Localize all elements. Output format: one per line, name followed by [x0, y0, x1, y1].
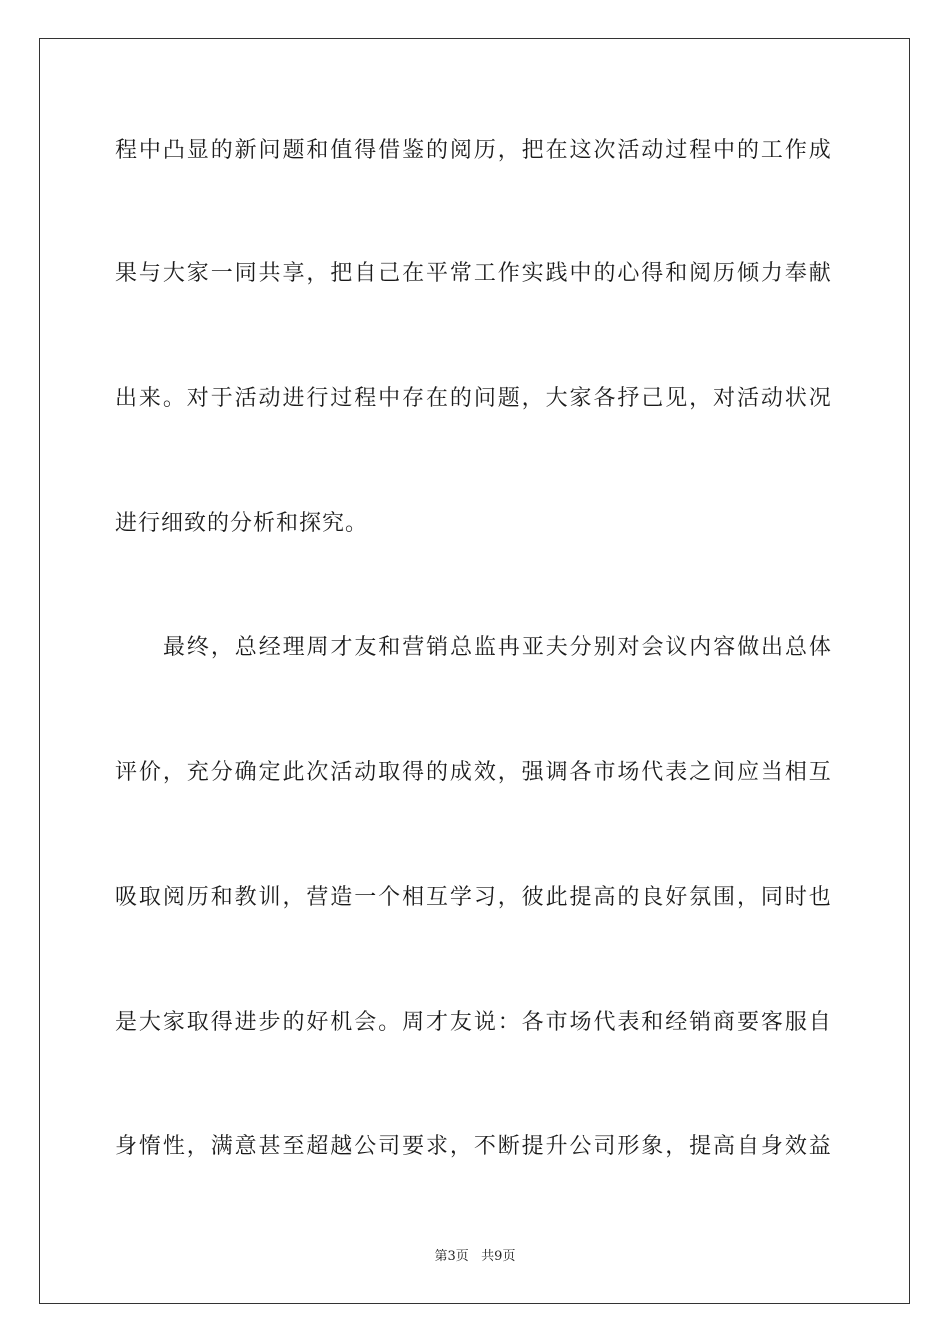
glyph: 价 [138, 760, 161, 785]
glyph: ， [162, 760, 185, 785]
glyph: 问 [473, 386, 496, 411]
glyph: 这 [569, 138, 592, 163]
text-line-4: 进行细致的分析和探究。 [115, 511, 369, 536]
glyph: ， [186, 1134, 209, 1159]
glyph: 此 [282, 760, 305, 785]
glyph: 作 [497, 261, 520, 286]
glyph: 问 [258, 138, 281, 163]
glyph: 次 [593, 138, 616, 163]
glyph: 销 [426, 635, 449, 660]
glyph: 间 [713, 760, 736, 785]
glyph: 时 [784, 885, 807, 910]
glyph: ， [210, 635, 233, 660]
glyph: 过 [330, 386, 353, 411]
glyph: 总 [234, 635, 257, 660]
glyph: 活 [617, 138, 640, 163]
glyph: 学 [449, 885, 472, 910]
glyph: 自 [354, 261, 377, 286]
glyph: 求 [425, 1134, 448, 1159]
glyph: 动 [258, 386, 281, 411]
glyph: 场 [569, 1010, 592, 1035]
text-line-1 [115, 136, 831, 166]
glyph: 动 [354, 760, 377, 785]
glyph: 象 [641, 1134, 664, 1159]
glyph: 中 [138, 138, 161, 163]
glyph: 况 [808, 386, 831, 411]
glyph: 总 [784, 635, 807, 660]
glyph: 营 [306, 885, 329, 910]
glyph: 超 [306, 1134, 329, 1159]
glyph: 一 [210, 261, 233, 286]
glyph: 奉 [784, 261, 807, 286]
glyph: 司 [593, 1134, 616, 1159]
glyph: 取 [186, 1010, 209, 1035]
glyph: 家 [162, 1010, 185, 1035]
glyph: 成 [808, 138, 831, 163]
glyph: 冉 [497, 635, 520, 660]
glyph: 对 [186, 386, 209, 411]
glyph: 进 [234, 1010, 257, 1035]
glyph: 习 [473, 885, 496, 910]
glyph: 互 [808, 760, 831, 785]
glyph: 状 [784, 386, 807, 411]
glyph: 家 [186, 261, 209, 286]
glyph: 身 [760, 1134, 783, 1159]
glyph: 市 [545, 1010, 568, 1035]
glyph: 同 [234, 261, 257, 286]
glyph: 好 [306, 1010, 329, 1035]
glyph: 自 [736, 1134, 759, 1159]
glyph: 代 [593, 1010, 616, 1035]
glyph: 相 [784, 760, 807, 785]
glyph: ， [449, 1134, 472, 1159]
page-footer: 第3页 共9页 [434, 1249, 516, 1264]
text-line-5 [163, 633, 831, 663]
glyph: 形 [617, 1134, 640, 1159]
glyph: 题 [497, 386, 520, 411]
glyph: 公 [569, 1134, 592, 1159]
glyph: 果 [115, 261, 138, 286]
glyph: 彼 [521, 885, 544, 910]
glyph: 要 [736, 1010, 759, 1035]
glyph: 周 [402, 1010, 425, 1035]
glyph: 确 [234, 760, 257, 785]
glyph: 抒 [617, 386, 640, 411]
glyph: 议 [665, 635, 688, 660]
glyph: 值 [330, 138, 353, 163]
glyph: 定 [258, 760, 281, 785]
glyph: 会 [354, 1010, 377, 1035]
glyph: 的 [282, 1010, 305, 1035]
glyph: 升 [545, 1134, 568, 1159]
glyph: 造 [330, 885, 353, 910]
glyph: 大 [138, 1010, 161, 1035]
glyph: 才 [330, 635, 353, 660]
glyph: 。 [378, 1010, 401, 1035]
glyph: 此 [545, 885, 568, 910]
glyph: ， [306, 261, 329, 286]
glyph: 活 [330, 760, 353, 785]
glyph: 体 [808, 635, 831, 660]
glyph: 高 [593, 885, 616, 910]
text-line-6 [115, 758, 831, 788]
glyph: 断 [497, 1134, 520, 1159]
glyph: 最 [163, 635, 186, 660]
glyph: 各 [521, 1010, 544, 1035]
glyph: 历 [713, 261, 736, 286]
glyph: 享 [282, 261, 305, 286]
glyph: 吸 [115, 885, 138, 910]
glyph: ， [689, 386, 712, 411]
glyph: 显 [186, 138, 209, 163]
glyph: 做 [737, 635, 760, 660]
glyph: 中 [569, 261, 592, 286]
glyph: 内 [689, 635, 712, 660]
glyph: 对 [617, 635, 640, 660]
glyph: 题 [282, 138, 305, 163]
glyph: 提 [569, 885, 592, 910]
glyph: 活 [736, 386, 759, 411]
glyph: ， [497, 885, 520, 910]
glyph: 夫 [545, 635, 568, 660]
glyph: 亚 [521, 635, 544, 660]
glyph: 把 [521, 138, 544, 163]
glyph: 经 [665, 1010, 688, 1035]
glyph: 取 [378, 760, 401, 785]
glyph: 惰 [138, 1134, 161, 1159]
glyph: 和 [306, 138, 329, 163]
page-border [39, 38, 910, 1304]
glyph: 程 [689, 138, 712, 163]
glyph: 表 [665, 760, 688, 785]
glyph: ， [521, 386, 544, 411]
glyph: 好 [665, 885, 688, 910]
glyph: 的 [449, 386, 472, 411]
glyph: 教 [234, 885, 257, 910]
glyph: 和 [210, 885, 233, 910]
glyph: 己 [641, 386, 664, 411]
glyph: 一 [354, 885, 377, 910]
glyph: 应 [736, 760, 759, 785]
glyph: 在 [402, 261, 425, 286]
glyph: 机 [330, 1010, 353, 1035]
glyph: 客 [760, 1010, 783, 1035]
glyph: 己 [378, 261, 401, 286]
glyph: 的 [425, 138, 448, 163]
text-line-7 [115, 883, 831, 913]
glyph: 自 [808, 1010, 831, 1035]
glyph: 互 [425, 885, 448, 910]
glyph: 同 [760, 885, 783, 910]
glyph: 献 [808, 261, 831, 286]
text-line-8 [115, 1008, 831, 1038]
glyph: 次 [306, 760, 329, 785]
glyph: 作 [784, 138, 807, 163]
glyph: 高 [713, 1134, 736, 1159]
glyph: 心 [617, 261, 640, 286]
glyph: 凸 [162, 138, 185, 163]
glyph: 历 [473, 138, 496, 163]
glyph: 服 [784, 1010, 807, 1035]
glyph: 程 [354, 386, 377, 411]
glyph: 个 [378, 885, 401, 910]
glyph: 平 [425, 261, 448, 286]
glyph: 满 [210, 1134, 233, 1159]
glyph: 之 [689, 760, 712, 785]
glyph: 调 [545, 760, 568, 785]
glyph: 监 [473, 635, 496, 660]
glyph: 充 [186, 760, 209, 785]
glyph: 各 [593, 386, 616, 411]
glyph: 各 [569, 760, 592, 785]
glyph: 提 [689, 1134, 712, 1159]
glyph: 说 [473, 1010, 496, 1035]
glyph: 性 [162, 1134, 185, 1159]
glyph: 过 [665, 138, 688, 163]
glyph: 才 [425, 1010, 448, 1035]
glyph: ， [665, 1134, 688, 1159]
glyph: ， [282, 885, 305, 910]
glyph: 提 [521, 1134, 544, 1159]
glyph: 步 [258, 1010, 281, 1035]
glyph: 活 [234, 386, 257, 411]
glyph: 倾 [736, 261, 759, 286]
glyph: 效 [473, 760, 496, 785]
glyph: 程 [115, 138, 138, 163]
glyph: 成 [449, 760, 472, 785]
glyph: 工 [760, 138, 783, 163]
glyph: 理 [282, 635, 305, 660]
glyph: 周 [306, 635, 329, 660]
glyph: 分 [210, 760, 233, 785]
glyph: 出 [115, 386, 138, 411]
glyph: 友 [354, 635, 377, 660]
glyph: ， [497, 760, 520, 785]
glyph: ， [497, 138, 520, 163]
glyph: 场 [617, 760, 640, 785]
glyph: 见 [665, 386, 688, 411]
glyph: 益 [808, 1134, 831, 1159]
glyph: 会 [641, 635, 664, 660]
glyph: 阅 [162, 885, 185, 910]
glyph: 训 [258, 885, 281, 910]
glyph: 也 [808, 885, 831, 910]
glyph: 得 [402, 760, 425, 785]
glyph: 强 [521, 760, 544, 785]
glyph: 得 [210, 1010, 233, 1035]
glyph: 对 [713, 386, 736, 411]
glyph: 营 [402, 635, 425, 660]
glyph: 在 [545, 138, 568, 163]
glyph: 容 [713, 635, 736, 660]
glyph: 司 [378, 1134, 401, 1159]
glyph: 要 [402, 1134, 425, 1159]
glyph: 总 [450, 635, 473, 660]
glyph: 终 [186, 635, 209, 660]
glyph: 鉴 [402, 138, 425, 163]
glyph: 来 [138, 386, 161, 411]
glyph: 的 [210, 138, 233, 163]
glyph: 中 [378, 386, 401, 411]
glyph: 阅 [689, 261, 712, 286]
glyph: 阅 [449, 138, 472, 163]
glyph: 意 [234, 1134, 257, 1159]
glyph: 效 [784, 1134, 807, 1159]
glyph: 氛 [689, 885, 712, 910]
glyph: 经 [258, 635, 281, 660]
glyph: 的 [736, 138, 759, 163]
glyph: 工 [473, 261, 496, 286]
glyph: 中 [713, 138, 736, 163]
glyph: 代 [641, 760, 664, 785]
glyph: 大 [162, 261, 185, 286]
glyph: 行 [306, 386, 329, 411]
text-line-2 [115, 259, 831, 289]
glyph: 的 [593, 261, 616, 286]
glyph: 市 [593, 760, 616, 785]
glyph: 与 [138, 261, 161, 286]
glyph: 常 [449, 261, 472, 286]
glyph: 当 [760, 760, 783, 785]
glyph: 和 [665, 261, 688, 286]
glyph: 践 [545, 261, 568, 286]
glyph: 表 [617, 1010, 640, 1035]
glyph: 于 [210, 386, 233, 411]
glyph: 力 [760, 261, 783, 286]
glyph: 的 [425, 760, 448, 785]
glyph: 公 [354, 1134, 377, 1159]
text-line-3 [115, 384, 831, 414]
glyph: 别 [593, 635, 616, 660]
glyph: ： [497, 1010, 520, 1035]
glyph: 和 [641, 1010, 664, 1035]
glyph: 不 [473, 1134, 496, 1159]
text-line-9 [115, 1132, 831, 1162]
glyph: 在 [425, 386, 448, 411]
glyph: 新 [234, 138, 257, 163]
glyph: 良 [641, 885, 664, 910]
glyph: 围 [713, 885, 736, 910]
glyph: 。 [162, 386, 185, 411]
glyph: 的 [617, 885, 640, 910]
glyph: 友 [449, 1010, 472, 1035]
glyph: 评 [115, 760, 138, 785]
glyph: 相 [402, 885, 425, 910]
glyph: 至 [282, 1134, 305, 1159]
glyph: 大 [545, 386, 568, 411]
glyph: 分 [569, 635, 592, 660]
glyph: 动 [760, 386, 783, 411]
glyph: 销 [689, 1010, 712, 1035]
glyph: 身 [115, 1134, 138, 1159]
glyph: 商 [713, 1010, 736, 1035]
glyph: 是 [115, 1010, 138, 1035]
glyph: 越 [330, 1134, 353, 1159]
glyph: 存 [402, 386, 425, 411]
glyph: 甚 [258, 1134, 281, 1159]
glyph: 借 [378, 138, 401, 163]
glyph: 共 [258, 261, 281, 286]
glyph: 得 [354, 138, 377, 163]
glyph: 历 [186, 885, 209, 910]
glyph: 家 [569, 386, 592, 411]
glyph: 取 [138, 885, 161, 910]
glyph: 实 [521, 261, 544, 286]
glyph: 进 [282, 386, 305, 411]
glyph: 出 [761, 635, 784, 660]
glyph: 动 [641, 138, 664, 163]
glyph: 得 [641, 261, 664, 286]
glyph: ， [736, 885, 759, 910]
glyph: 和 [378, 635, 401, 660]
glyph: 把 [330, 261, 353, 286]
